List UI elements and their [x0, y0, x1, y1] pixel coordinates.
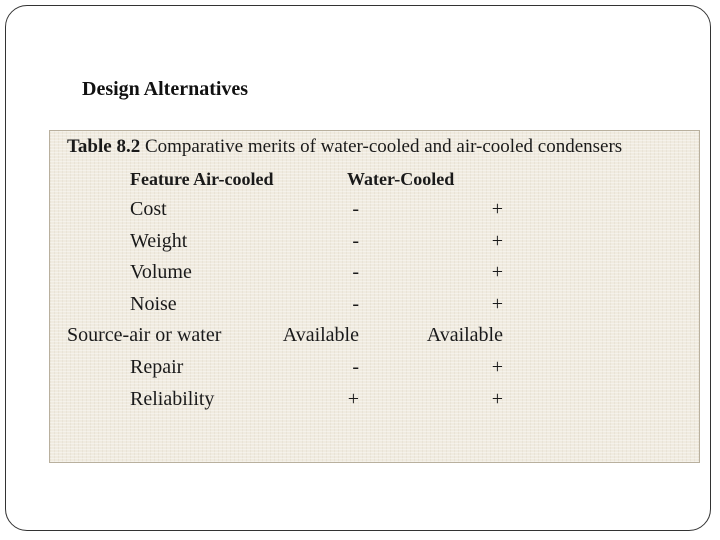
table-row-cost-water: +: [491, 198, 503, 220]
table-row-weight-water: +: [491, 230, 503, 252]
table-row-source-feature: Source-air or water: [67, 324, 222, 346]
table-row-source-water: Available: [426, 324, 503, 346]
table-row-cost-air: -: [352, 198, 359, 220]
table-row-reliability-air: +: [347, 388, 359, 410]
table-row-noise-water: +: [491, 293, 503, 315]
slide-frame: [5, 5, 711, 531]
table-caption: [67, 136, 622, 158]
table-row-repair-air: -: [352, 356, 359, 378]
header-water-cooled: Water-Cooled: [347, 169, 455, 189]
table-row-noise-feature: Noise: [130, 293, 177, 315]
table-row-cost-feature: Cost: [130, 198, 167, 220]
table-caption-label: Table 8.2: [67, 136, 141, 157]
table-row-source-air: Available: [282, 324, 359, 346]
table-row-repair-water: +: [491, 356, 503, 378]
table-row-volume-air: -: [352, 261, 359, 283]
slide-title: Design Alternatives: [82, 78, 249, 100]
header-feature-air: Feature Air-cooled: [130, 169, 274, 189]
table-caption-text: Comparative merits of water-cooled and air-cooled condensers: [140, 136, 623, 157]
table-row-weight-air: -: [352, 230, 359, 252]
table-row-volume-feature: Volume: [130, 261, 192, 283]
table-row-weight-feature: Weight: [130, 230, 188, 252]
table-row-volume-water: +: [491, 261, 503, 283]
table-row-reliability-water: +: [491, 388, 503, 410]
table-panel: [49, 130, 700, 463]
table-row-noise-air: -: [352, 293, 359, 315]
table-row-repair-feature: Repair: [130, 356, 184, 378]
table-row-reliability-feature: Reliability: [130, 388, 215, 410]
